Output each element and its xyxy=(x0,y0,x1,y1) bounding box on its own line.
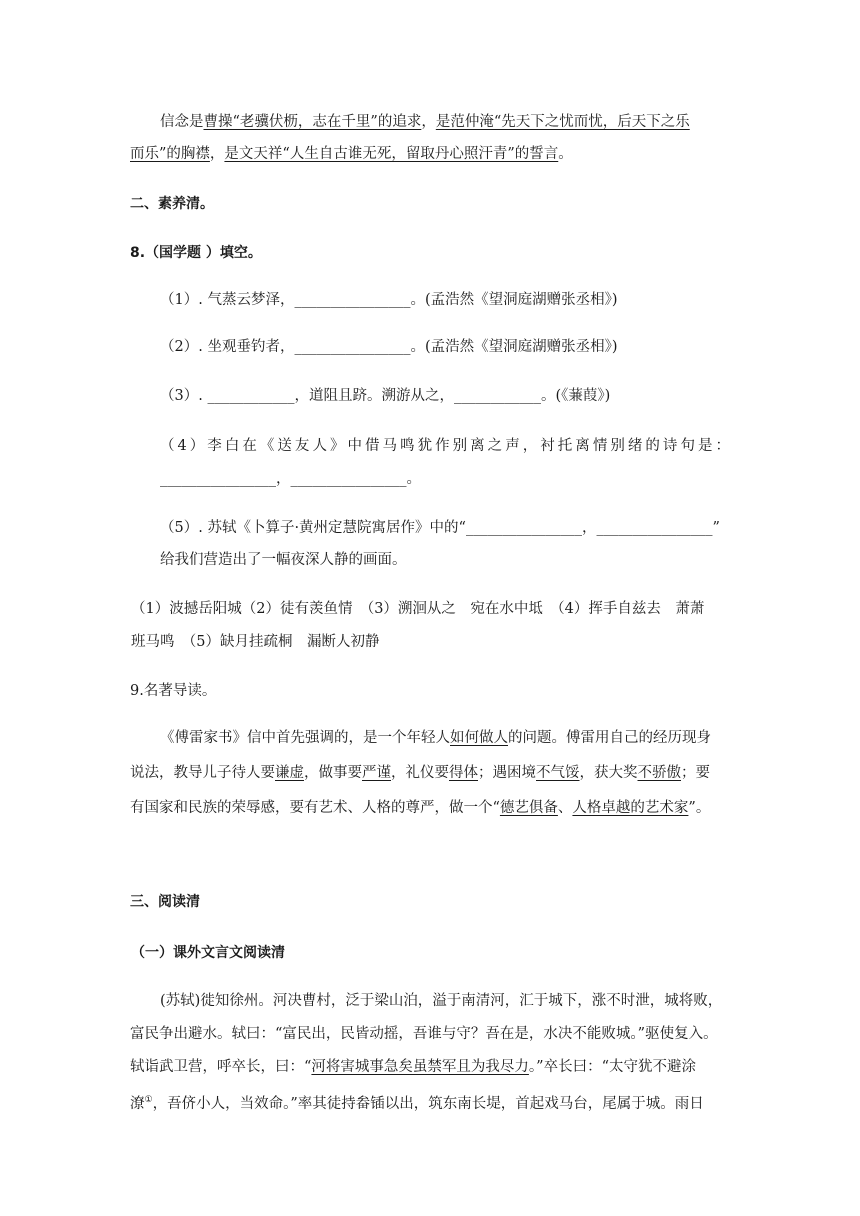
belief-line-1 xyxy=(160,106,770,138)
belief-line-2 xyxy=(130,138,740,170)
text-fragment: 。 xyxy=(558,146,573,162)
underlined-phrase: 德艺俱备 xyxy=(499,800,558,816)
q9-line-2 xyxy=(130,757,740,789)
text-fragment: （4）李白在《送友人》中借马鸣犹作别离之声，衬托离情别绪的诗句是： xyxy=(160,438,730,454)
question-9-title: 9.名著导读。 xyxy=(130,683,217,699)
q8-item-3: （3）. ____________，道阻且跻。溯游从之，____________。(《蒹葭》) xyxy=(160,388,611,404)
underlined-phrase: 不气馁 xyxy=(536,765,580,781)
text-fragment: ”。 xyxy=(688,800,711,816)
underlined-phrase: 严谨 xyxy=(362,765,391,781)
text-fragment: ，获大奖 xyxy=(579,765,638,781)
q8-item-1: （1）. 气蒸云梦泽，________________。(孟浩然《望洞庭湖赠张丞相》) xyxy=(160,292,618,308)
underlined-phrase: 是范仲淹“先天下之忧而忧，后天下之乐 xyxy=(435,114,690,130)
underlined-phrase: 曹操“老骥伏枥，志在千里”的追求 xyxy=(203,114,422,130)
passage-line-1: (苏轼)徙知徐州。河决曹村，泛于梁山泊，溢于南清河，汇于城下，涨不时泄，城将败， xyxy=(160,993,723,1009)
q8-answer-line-2: 班马鸣 （5）缺月挂疏桐 漏断人初静 xyxy=(131,634,380,650)
underlined-phrase: 如何做人 xyxy=(450,730,508,746)
q8-item-5-line-2: 给我们营造出了一幅夜深人静的画面。 xyxy=(160,552,407,568)
text-fragment: 。”卒长曰：“太守犹不避涂 xyxy=(528,1059,696,1075)
text-fragment: ；遇困境 xyxy=(478,765,536,781)
text-fragment: ；要 xyxy=(681,765,710,781)
underlined-phrase: 得体 xyxy=(449,765,478,781)
passage-line-2: 富民争出避水。轼曰：“富民出，民皆动摇，吾谁与守？吾在是，水决不能败城。”驱使复入。 xyxy=(130,1026,718,1042)
underlined-phrase: 人格卓越的艺术家 xyxy=(572,800,689,816)
section-3-heading: 三、阅读清 xyxy=(130,894,200,910)
q8-item-4-line-1 xyxy=(160,430,770,462)
underlined-phrase: 而乐”的胸襟 xyxy=(130,146,210,162)
text-fragment: 的问题。傅雷用自己的经历现身 xyxy=(508,730,711,746)
text-fragment: ，吾侪小人，当效命。”率其徒持畚锸以出，筑东南长堤，首起戏马台，尾属于城。雨日 xyxy=(152,1095,704,1112)
underlined-phrase: 谦虚 xyxy=(275,765,304,781)
q8-item-5-line-1: （5）. 苏轼《卜算子·黄州定慧院寓居作》中的“________________，________________” xyxy=(160,520,720,536)
footnote-marker: ① xyxy=(144,1095,153,1105)
text-fragment: 说法，教导儿子待人要 xyxy=(130,765,275,781)
underlined-phrase: 河将害城事急矣虽禁军且为我尽力 xyxy=(311,1059,529,1075)
text-fragment: 轼诣武卫营，呼卒长，曰：“ xyxy=(130,1059,312,1075)
text-fragment: ， xyxy=(209,146,225,162)
text-fragment: 《傅雷家书》信中首先强调的，是一个年轻人 xyxy=(160,730,450,746)
q8-item-4-line-2: ________________，________________。 xyxy=(160,471,421,487)
text-fragment: 、 xyxy=(557,800,573,816)
text-fragment: 信念是 xyxy=(160,114,204,130)
question-8-title: 8.（国学题 ）填空。 xyxy=(130,245,262,261)
text-fragment: ， xyxy=(421,114,436,130)
text-fragment: 有国家和民族的荣辱感，要有艺术、人格的尊严，做一个“ xyxy=(130,800,500,816)
q8-answer-line-1: （1）波撼岳阳城（2）徒有羡鱼情 （3）溯洄从之 宛在水中坻 （4）挥手自兹去 萧萧 xyxy=(131,601,705,617)
q9-line-3 xyxy=(130,792,740,824)
text-fragment: ，礼仪要 xyxy=(391,765,449,781)
text-fragment: ，做事要 xyxy=(304,765,362,781)
underlined-phrase: 是文天祥“人生自古谁无死，留取丹心照汗青”的誓言 xyxy=(224,146,559,162)
underlined-phrase: 不骄傲 xyxy=(637,765,681,781)
passage-line-3 xyxy=(130,1051,740,1083)
section-2-heading: 二、素养清。 xyxy=(130,196,214,212)
q9-line-1 xyxy=(160,722,770,754)
q8-item-2: （2）. 坐观垂钓者，________________。(孟浩然《望洞庭湖赠张丞相》) xyxy=(160,339,618,355)
section-3-subheading: （一）课外文言文阅读清 xyxy=(131,945,285,961)
passage-line-4 xyxy=(130,1084,740,1120)
text-fragment: 潦 xyxy=(130,1095,145,1112)
